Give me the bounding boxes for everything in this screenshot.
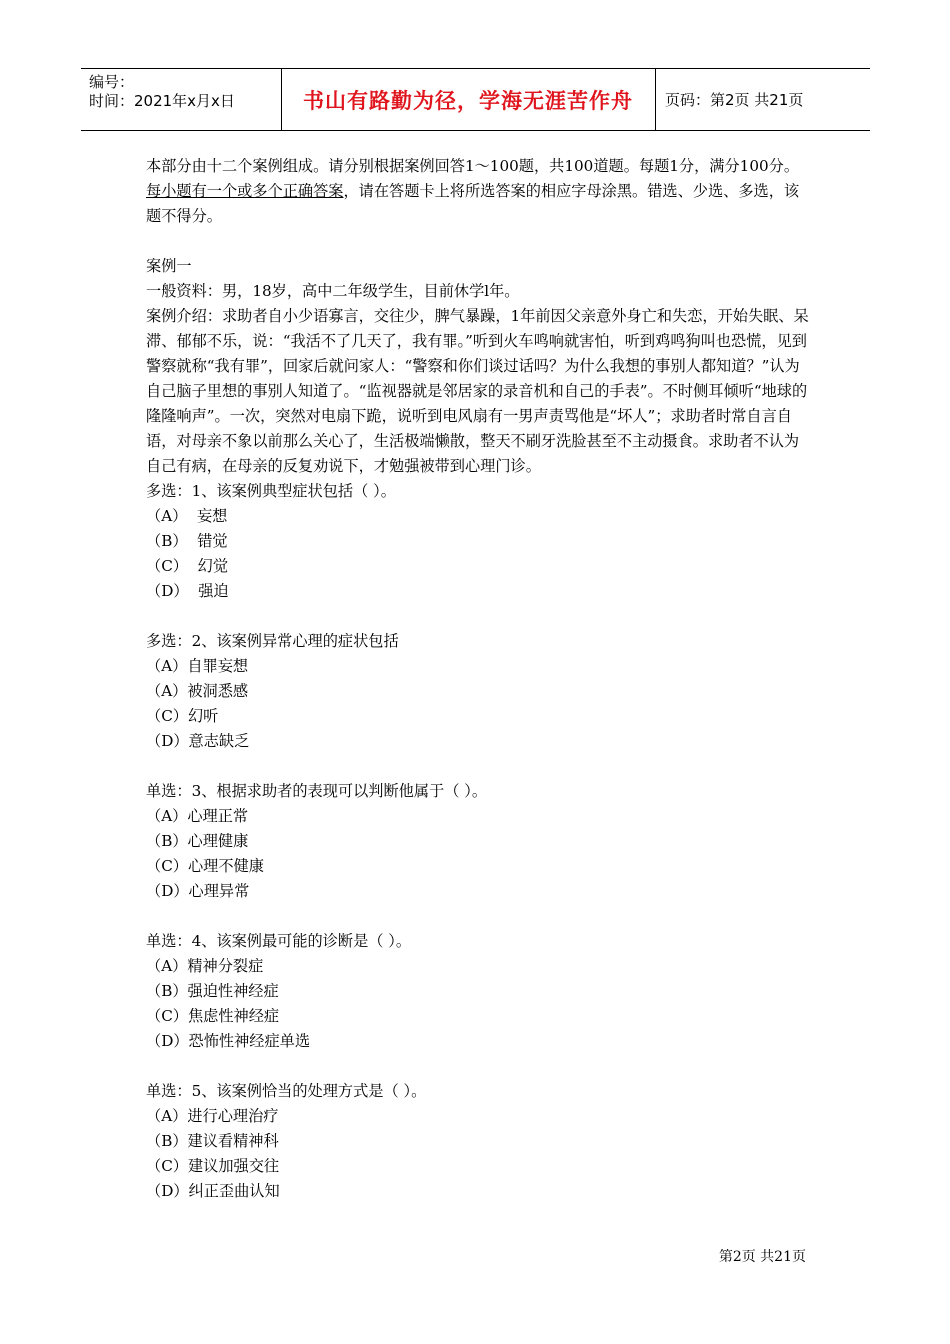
header-motto: 书山有路勤为径，学海无涯苦作舟: [303, 88, 633, 113]
option: （C）建议加强交往: [146, 1157, 280, 1175]
date-label: 时间：2021年x月x日: [89, 92, 235, 110]
question-stem: 单选：3、根据求助者的表现可以判断他属于（ ）。: [146, 782, 488, 800]
option: （D）纠正歪曲认知: [146, 1182, 280, 1200]
option: （B）强迫性神经症: [146, 982, 279, 1000]
option: （D）恐怖性神经症单选: [146, 1032, 311, 1050]
case-title: 案例一: [146, 257, 192, 275]
header-meta: [89, 73, 235, 111]
option: （A）自罪妄想: [146, 657, 249, 675]
option: （B）心理健康: [146, 832, 249, 850]
option: （A）被洞悉感: [146, 682, 249, 700]
question-stem: 多选：2、该案例异常心理的症状包括: [146, 632, 399, 650]
header-page-number: 页码：第2页 共21页: [665, 91, 804, 109]
intro-underlined-text: 每小题有一个或多个正确答案: [146, 182, 344, 200]
case-info: 一般资料：男，18岁，高中二年级学生，目前休学l年。: [146, 282, 520, 300]
option: （B）建议看精神科: [146, 1132, 279, 1150]
question-block: [146, 479, 811, 604]
option: （C）焦虑性神经症: [146, 1007, 280, 1025]
intro-text: ，请在答题卡上将所选答案的相应字母涂黑。错选、少选、多选，该题不得分。: [146, 182, 800, 225]
option: （D）心理异常: [146, 882, 250, 900]
option: （A）进行心理治疗: [146, 1107, 279, 1125]
question-block: [146, 929, 811, 1054]
option: （C）幻听: [146, 707, 219, 725]
case-description: 案例介绍：求助者自小少语寡言，交往少，脾气暴躁，1年前因父亲意外身亡和失恋，开始失眠、呆滞、郁郁不乐，说：“我活不了几天了，我有罪。”听到火车鸣响就害怕，听到鸡鸣狗叫也恐慌，见到警察就称“我有罪”，回家后就问家人：“警察和你们谈过话吗？为什么我想的事别人都知道？”认为自己脑子里想的事别人知道了。“监视器就是邻居家的录音机和自己的手表”。不时侧耳倾听“地球的隆隆响声”。一次，突然对电扇下跪，说听到电风扇有一男声责骂他是“坏人”；求助者时常自言自语，对母亲不象以前那么关心了，生活极端懒散，整天不刷牙洗脸甚至不主动摄食。求助者不认为自己有病，在母亲的反复劝说下，才勉强被带到心理门诊。: [146, 307, 809, 475]
option: （D）意志缺乏: [146, 732, 250, 750]
intro-paragraph: [146, 154, 811, 229]
question-stem: 多选：1、该案例典型症状包括（ ）。: [146, 482, 396, 500]
page-footer: 第2页 共21页: [718, 1249, 806, 1265]
option: （A） 妄想: [146, 507, 228, 525]
question-stem: 单选：4、该案例最可能的诊断是（ ）。: [146, 932, 412, 950]
option: （A）心理正常: [146, 807, 249, 825]
option: （A）精神分裂症: [146, 957, 264, 975]
option: （D） 强迫: [146, 582, 229, 600]
document-body: [146, 154, 811, 1204]
option: （B） 错觉: [146, 532, 228, 550]
question-block: [146, 779, 811, 904]
option: （C）心理不健康: [146, 857, 264, 875]
question-block: [146, 1079, 811, 1204]
code-label: 编号：: [89, 73, 135, 91]
intro-text: 本部分由十二个案例组成。请分别根据案例回答1～100题，共100道题。每题1分，满分100分。: [146, 157, 800, 175]
header-divider: [655, 69, 656, 130]
question-stem: 单选：5、该案例恰当的处理方式是（ ）。: [146, 1082, 427, 1100]
page-header: [81, 68, 870, 131]
question-block: [146, 629, 811, 754]
option: （C） 幻觉: [146, 557, 229, 575]
